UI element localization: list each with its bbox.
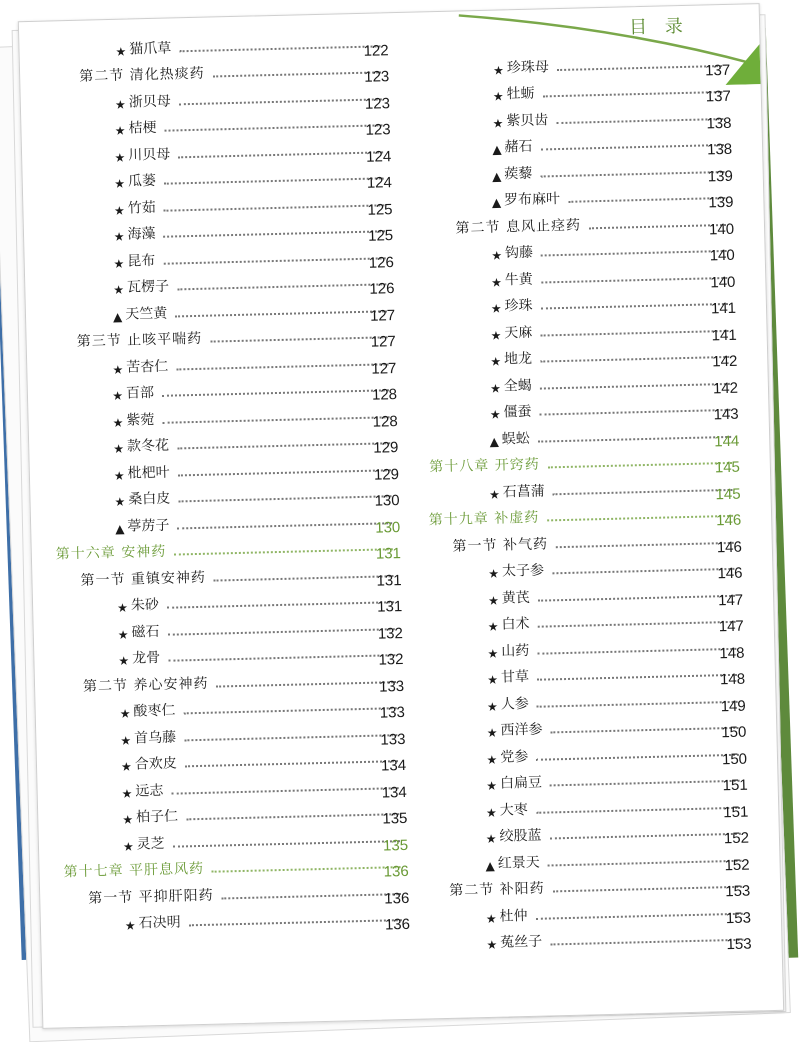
toc-label: 蜈蚣 xyxy=(501,430,530,448)
star-icon: ★ xyxy=(112,362,124,377)
leader-dots xyxy=(168,654,395,662)
toc-label: 第一节 平抑肝阳药 xyxy=(88,887,214,907)
leader-dots xyxy=(541,276,727,283)
leader-dots xyxy=(178,151,383,158)
leader-dots xyxy=(164,204,385,211)
page-number: 140 xyxy=(708,220,735,238)
page-number: 140 xyxy=(710,273,736,291)
page-number: 148 xyxy=(719,644,745,662)
leader-dots xyxy=(540,382,730,389)
leader-dots xyxy=(168,628,395,636)
leader-dots xyxy=(212,866,401,873)
toc-label: 第十九章 补虚药 xyxy=(428,509,540,529)
toc-label: 罗布麻叶 xyxy=(503,191,561,209)
page-number: 132 xyxy=(378,650,404,669)
page-number: 123 xyxy=(364,94,391,113)
toc-label: 瓜蒌 xyxy=(127,172,157,190)
leader-dots xyxy=(538,594,735,601)
toc-label: 天麻 xyxy=(504,324,533,341)
leader-dots xyxy=(536,753,739,760)
star-icon: ★ xyxy=(112,388,124,404)
page-number: 122 xyxy=(363,41,389,60)
page-number: 135 xyxy=(382,809,408,828)
star-icon: ★ xyxy=(116,600,129,615)
page-number: 128 xyxy=(372,412,398,431)
page-number: 129 xyxy=(373,439,399,457)
toc-label: 海藻 xyxy=(127,225,156,243)
toc-label: 白扁豆 xyxy=(499,774,543,792)
page-number: 153 xyxy=(725,882,751,901)
page-number: 123 xyxy=(364,68,390,86)
leader-dots xyxy=(537,674,737,681)
star-icon: ★ xyxy=(486,778,498,793)
triangle-icon: ▲ xyxy=(489,434,499,449)
star-icon: ★ xyxy=(120,733,132,748)
star-icon: ★ xyxy=(489,381,502,396)
toc-label: 全蝎 xyxy=(503,377,532,394)
page-number: 137 xyxy=(705,87,732,106)
page-number: 148 xyxy=(719,670,746,689)
page-number: 150 xyxy=(721,723,747,742)
toc-label: 瓦楞子 xyxy=(126,278,170,296)
toc-label: 酸枣仁 xyxy=(133,702,176,720)
toc-label: 珍珠母 xyxy=(506,58,550,76)
page-number: 150 xyxy=(721,750,748,768)
star-icon: ★ xyxy=(113,203,125,218)
page-number: 131 xyxy=(376,597,403,616)
star-icon: ★ xyxy=(488,566,500,581)
page-number: 126 xyxy=(368,253,395,272)
toc-label: 首乌藤 xyxy=(133,729,177,747)
star-icon: ★ xyxy=(491,248,503,263)
star-icon: ★ xyxy=(120,759,132,774)
star-icon: ★ xyxy=(490,354,502,369)
page-number: 129 xyxy=(373,465,400,484)
leader-dots xyxy=(185,760,398,767)
page-number: 139 xyxy=(707,167,733,185)
toc-label: 钩藤 xyxy=(504,244,534,262)
leader-dots xyxy=(167,601,394,609)
star-icon: ★ xyxy=(490,301,502,316)
leader-dots xyxy=(550,780,740,787)
leader-dots xyxy=(540,170,724,177)
leader-dots xyxy=(541,303,728,310)
toc-label: 紫贝齿 xyxy=(506,111,549,129)
leader-dots xyxy=(537,700,738,707)
leader-dots xyxy=(222,893,402,899)
toc-label: 菟丝子 xyxy=(500,933,543,951)
page-number: 127 xyxy=(371,359,397,378)
toc-label: 第十七章 平肝息风药 xyxy=(63,860,205,881)
leader-dots xyxy=(556,118,723,124)
toc-label: 大枣 xyxy=(499,801,528,819)
page-number: 149 xyxy=(720,697,746,715)
leader-dots xyxy=(174,548,393,555)
toc-label: 第十六章 安神药 xyxy=(55,543,167,563)
leader-dots xyxy=(179,98,382,105)
leader-dots xyxy=(538,435,731,442)
page-number: 140 xyxy=(709,246,735,265)
triangle-icon: ▲ xyxy=(492,142,502,157)
toc-label: 赭石 xyxy=(504,138,533,156)
leader-dots xyxy=(186,813,399,820)
leader-dots xyxy=(162,389,389,397)
toc-left-column xyxy=(43,25,411,961)
leader-dots xyxy=(540,329,728,336)
leader-dots xyxy=(189,919,402,926)
star-icon: ★ xyxy=(486,725,498,740)
toc-label: 山药 xyxy=(501,642,530,660)
page-number: 130 xyxy=(374,492,400,510)
star-icon: ★ xyxy=(490,327,502,343)
star-icon: ★ xyxy=(486,699,499,714)
toc-label: 白术 xyxy=(501,615,530,633)
leader-dots xyxy=(589,223,726,228)
toc-label: 第二节 补阳药 xyxy=(449,880,545,899)
leader-dots xyxy=(177,283,386,290)
page-number: 142 xyxy=(712,379,739,397)
toc-label: 第二节 清化热痰药 xyxy=(79,65,205,85)
page-number: 137 xyxy=(704,61,731,79)
leader-dots xyxy=(165,124,383,131)
leader-dots xyxy=(163,257,385,264)
page-number: 133 xyxy=(380,730,406,749)
toc-label: 桑白皮 xyxy=(128,490,171,508)
triangle-icon: ▲ xyxy=(112,309,123,324)
leader-dots xyxy=(536,912,743,919)
page-number: 146 xyxy=(716,538,743,556)
star-icon: ★ xyxy=(114,494,126,509)
triangle-icon: ▲ xyxy=(491,195,502,210)
toc-label: 牡蛎 xyxy=(506,85,535,103)
leader-dots xyxy=(217,681,397,687)
toc-label: 太子参 xyxy=(501,562,545,580)
star-icon: ★ xyxy=(492,62,505,78)
leader-dots xyxy=(568,197,725,203)
toc-label: 甘草 xyxy=(500,668,530,686)
star-icon: ★ xyxy=(485,805,498,820)
triangle-icon: ▲ xyxy=(491,168,502,184)
star-icon: ★ xyxy=(489,407,501,422)
page-number: 141 xyxy=(711,326,737,344)
leader-dots xyxy=(540,356,729,363)
toc-label: 远志 xyxy=(135,782,164,800)
leader-dots xyxy=(178,469,391,476)
toc-label: 百部 xyxy=(125,385,155,402)
star-icon: ★ xyxy=(121,786,133,801)
star-icon: ★ xyxy=(112,415,124,430)
star-icon: ★ xyxy=(122,812,134,827)
page-number: 131 xyxy=(375,545,402,563)
leader-dots xyxy=(553,488,733,494)
toc-label: 杜仲 xyxy=(499,907,528,925)
star-icon: ★ xyxy=(113,256,125,271)
leader-dots xyxy=(177,442,390,449)
star-icon: ★ xyxy=(485,831,497,847)
page-number: 147 xyxy=(718,617,745,636)
toc-label: 党参 xyxy=(500,748,529,766)
page-number: 134 xyxy=(380,756,407,775)
toc-label: 朱砂 xyxy=(130,596,160,614)
toc-right-column xyxy=(405,45,753,980)
leader-dots xyxy=(537,647,736,654)
toc-label: 石决明 xyxy=(138,914,181,932)
star-icon: ★ xyxy=(113,229,125,244)
star-icon: ★ xyxy=(486,752,498,767)
leader-dots xyxy=(556,541,734,547)
page-number: 151 xyxy=(723,803,749,821)
leader-dots xyxy=(214,575,394,581)
toc-label: 柏子仁 xyxy=(135,808,179,826)
star-icon: ★ xyxy=(113,468,125,483)
leader-dots xyxy=(164,177,384,184)
page-number: 124 xyxy=(365,147,392,166)
star-icon: ★ xyxy=(492,89,504,104)
leader-dots xyxy=(541,144,724,150)
toc-label: 黄芪 xyxy=(501,589,530,607)
toc-label: 龙骨 xyxy=(131,649,161,667)
leader-dots xyxy=(552,568,734,574)
star-icon: ★ xyxy=(113,282,125,297)
page-number: 136 xyxy=(383,862,409,881)
star-icon: ★ xyxy=(113,441,125,457)
toc-page xyxy=(18,3,784,1029)
toc-label: 葶苈子 xyxy=(127,517,170,535)
leader-dots xyxy=(176,363,388,370)
star-icon: ★ xyxy=(492,115,504,131)
toc-label: 桔梗 xyxy=(128,119,157,137)
toc-label: 第一节 重镇安神药 xyxy=(80,569,207,589)
leader-dots xyxy=(179,45,380,52)
page-number: 152 xyxy=(724,856,750,874)
triangle-icon: ▲ xyxy=(485,858,495,873)
page-number: 139 xyxy=(708,193,734,212)
toc-label: 紫菀 xyxy=(126,411,155,429)
leader-dots xyxy=(543,91,723,97)
leader-dots xyxy=(162,416,389,424)
page-number: 127 xyxy=(369,306,396,325)
toc-label: 川贝母 xyxy=(128,146,171,164)
page-number: 128 xyxy=(371,386,398,404)
leader-dots xyxy=(178,495,391,502)
toc-label: 地龙 xyxy=(503,350,533,368)
page-number: 135 xyxy=(382,836,409,855)
star-icon: ★ xyxy=(487,646,499,661)
page-number: 127 xyxy=(370,333,396,351)
leader-dots xyxy=(183,707,396,714)
toc-label: 第二节 息风止痉药 xyxy=(455,217,582,237)
leader-dots xyxy=(548,859,742,866)
leader-dots xyxy=(541,250,727,257)
leader-dots xyxy=(210,336,387,342)
page-number: 133 xyxy=(378,677,405,696)
page-number: 131 xyxy=(376,571,402,590)
page-number: 133 xyxy=(379,703,406,722)
leader-dots xyxy=(164,230,386,237)
leader-dots xyxy=(540,409,731,416)
toc-label: 灵芝 xyxy=(136,835,165,853)
leader-dots xyxy=(550,833,741,840)
toc-label: 僵蚕 xyxy=(503,403,532,421)
toc-label: 红景天 xyxy=(497,854,540,872)
star-icon: ★ xyxy=(114,97,126,112)
leader-dots xyxy=(553,886,742,893)
toc-label: 苦杏仁 xyxy=(126,358,169,376)
page-number: 130 xyxy=(375,518,401,537)
page-number: 145 xyxy=(715,485,741,503)
toc-label: 合欢皮 xyxy=(134,755,177,773)
page-number: 152 xyxy=(723,829,750,848)
page-number: 146 xyxy=(717,564,743,583)
page-number: 125 xyxy=(367,200,393,219)
page-number: 123 xyxy=(365,121,391,139)
toc-label: 第十八章 开窍药 xyxy=(429,456,540,476)
star-icon: ★ xyxy=(117,627,129,642)
page-number: 147 xyxy=(717,591,744,609)
toc-label: 款冬花 xyxy=(126,437,170,455)
leader-dots xyxy=(536,806,740,813)
toc-label: 竹茹 xyxy=(127,199,156,217)
toc-label: 第二节 养心安神药 xyxy=(82,675,209,695)
star-icon: ★ xyxy=(487,593,500,608)
leader-dots xyxy=(548,462,732,468)
toc-label: 第一节 补气药 xyxy=(452,535,549,555)
leader-dots xyxy=(184,734,397,741)
star-icon: ★ xyxy=(487,619,499,634)
star-icon: ★ xyxy=(488,487,501,502)
star-icon: ★ xyxy=(486,937,498,953)
star-icon: ★ xyxy=(490,274,503,290)
star-icon: ★ xyxy=(122,839,134,854)
toc-label: 昆布 xyxy=(127,252,156,270)
leader-dots xyxy=(550,939,743,946)
toc-label: 天竺黄 xyxy=(125,305,168,323)
page-number: 146 xyxy=(715,511,742,530)
toc-label: 西洋参 xyxy=(500,721,543,739)
star-icon: ★ xyxy=(118,653,130,668)
leader-dots xyxy=(175,310,387,317)
star-icon: ★ xyxy=(119,706,131,721)
page-title: 目 录 xyxy=(628,15,690,39)
page-number: 138 xyxy=(706,140,733,159)
page-number: 134 xyxy=(381,783,407,802)
star-icon: ★ xyxy=(114,150,126,165)
toc-label: 浙贝母 xyxy=(128,93,171,111)
star-icon: ★ xyxy=(485,911,497,926)
toc-label: 第三节 止咳平喘药 xyxy=(76,330,203,350)
toc-label: 牛黄 xyxy=(504,271,534,288)
toc-label: 猫爪草 xyxy=(129,39,172,57)
toc-label: 蒺藜 xyxy=(504,165,533,182)
page-number: 151 xyxy=(722,776,748,795)
leader-dots xyxy=(557,65,722,71)
star-icon: ★ xyxy=(114,123,126,138)
page-number: 141 xyxy=(710,299,737,318)
star-icon: ★ xyxy=(114,176,126,191)
page-number: 143 xyxy=(713,405,739,424)
page-number: 144 xyxy=(714,432,740,450)
page-number: 138 xyxy=(706,114,732,132)
star-icon: ★ xyxy=(115,44,127,59)
page-number: 125 xyxy=(367,227,394,245)
toc-label: 人参 xyxy=(500,695,529,713)
toc-label: 石菖蒲 xyxy=(502,482,545,501)
page-number: 145 xyxy=(714,458,741,477)
star-icon: ★ xyxy=(124,918,136,933)
leader-dots xyxy=(213,71,381,77)
page-number: 136 xyxy=(384,915,411,934)
toc-label: 珍珠 xyxy=(504,297,533,315)
page-number: 132 xyxy=(377,624,404,643)
page-number: 153 xyxy=(725,909,752,927)
toc-label: 绞股蓝 xyxy=(499,827,542,845)
leader-dots xyxy=(547,515,733,522)
leader-dots xyxy=(551,727,739,734)
page-number: 126 xyxy=(369,280,395,298)
leader-dots xyxy=(538,621,736,628)
triangle-icon: ▲ xyxy=(115,521,125,536)
star-icon: ★ xyxy=(487,672,499,687)
page-number: 153 xyxy=(726,935,752,954)
toc-label: 枇杷叶 xyxy=(127,464,170,482)
toc-label: 磁石 xyxy=(131,623,160,641)
page-number: 142 xyxy=(712,352,738,371)
leader-dots xyxy=(173,840,400,848)
page-number: 124 xyxy=(366,174,393,192)
leader-dots xyxy=(177,522,392,529)
leader-dots xyxy=(171,787,398,795)
page-number: 136 xyxy=(384,889,410,908)
